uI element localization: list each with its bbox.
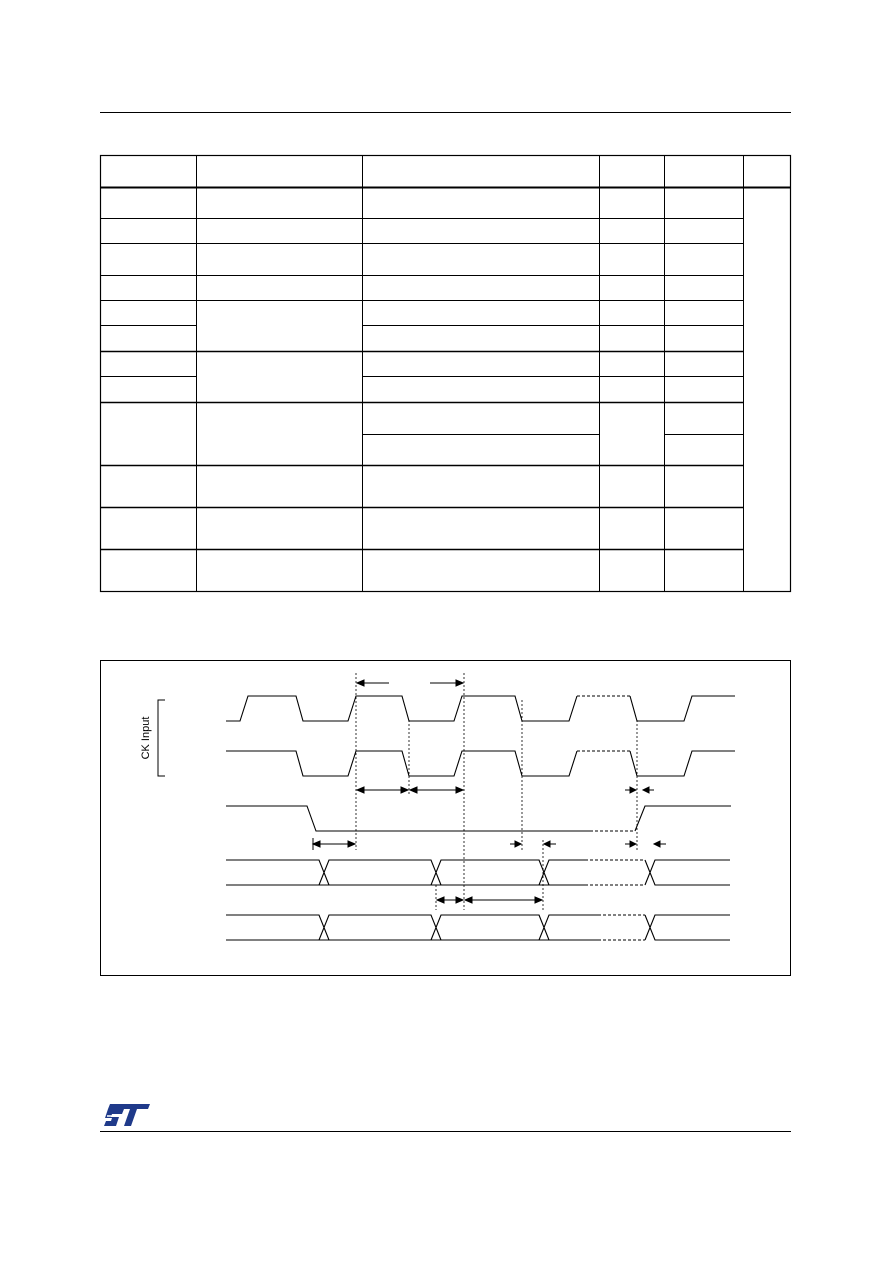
footer-rule (100, 1131, 791, 1132)
st-logo-icon (104, 1102, 152, 1128)
cs-waveform (226, 806, 590, 831)
arrow-head (515, 841, 521, 847)
ck-bar-waveform-tail (630, 751, 735, 776)
arrow-head (456, 787, 463, 793)
ck-group-bracket (158, 700, 165, 776)
arrow-head (357, 680, 364, 686)
data2-bus-dashed (598, 915, 645, 940)
cs-waveform-tail (635, 806, 731, 831)
ck-input-label: CK Input (140, 716, 152, 760)
timing-frame (101, 661, 791, 976)
data2-bus (226, 915, 730, 940)
arrow-head (437, 897, 444, 903)
arrow-head (654, 841, 660, 847)
arrow-head (456, 680, 463, 686)
arrow-head (465, 897, 472, 903)
arrow-head (630, 787, 636, 793)
ck-waveform-tail (630, 696, 735, 721)
ck-waveform (226, 696, 577, 721)
arrow-head (544, 841, 550, 847)
ck-bar-waveform (226, 751, 577, 776)
arrow-head (630, 841, 636, 847)
arrow-head (535, 897, 542, 903)
arrow-head (410, 787, 417, 793)
data1-bus-dashed (585, 860, 645, 885)
arrow-head (401, 787, 408, 793)
data1-bus (226, 860, 730, 885)
arrow-head (643, 787, 649, 793)
arrow-head (313, 841, 320, 847)
arrow-head (456, 897, 463, 903)
arrow-head (357, 787, 364, 793)
arrow-head (348, 841, 355, 847)
